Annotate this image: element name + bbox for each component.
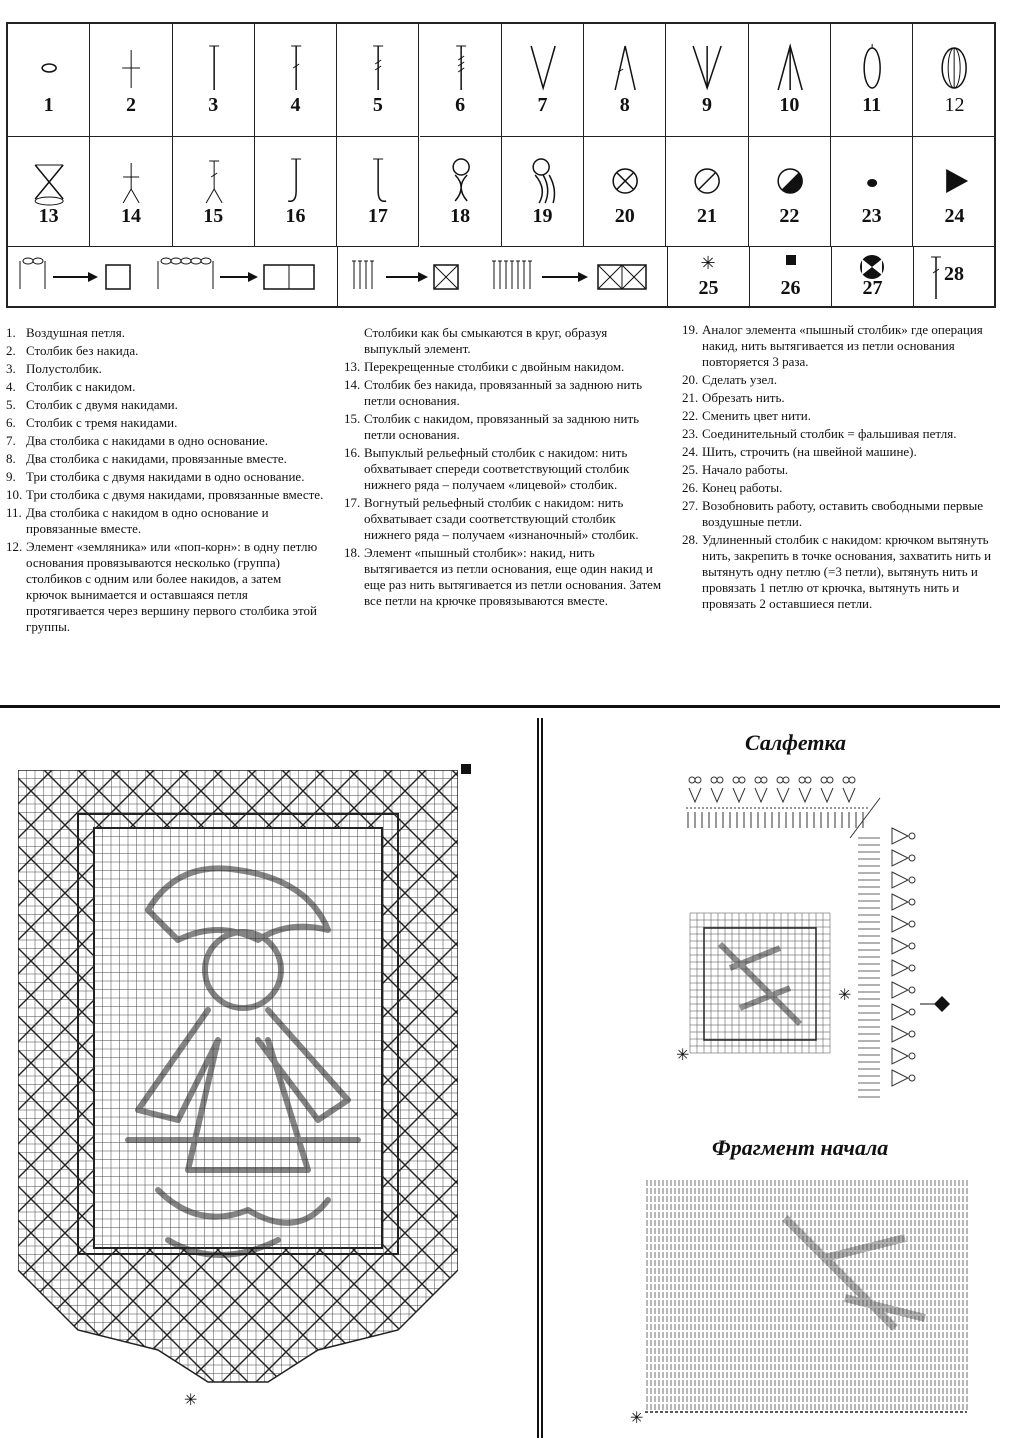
legend-entry-text: Столбик с накидом. xyxy=(26,379,136,394)
legend-cell-28 xyxy=(914,247,994,306)
legend-entry-number: 7. xyxy=(6,433,16,448)
legend-number: 15 xyxy=(203,205,224,227)
legend-entry-text: Сделать узел. xyxy=(702,372,777,387)
legend-entry xyxy=(6,343,324,359)
legend-cell-15 xyxy=(173,137,255,247)
legend-number: 5 xyxy=(372,94,383,116)
legend-entry-text: Элемент «пышный столбик»: накид, нить вытягивается из петли основания, еще один накид и еще раз нить вытягивается из петли основания. Затем все петли на крючке провязываются вместе. xyxy=(364,545,662,608)
legend-cell-23 xyxy=(831,137,913,247)
legend-entry-text: Два столбика с накидами в одно основание. xyxy=(26,433,269,448)
legend-number: 26 xyxy=(780,277,801,299)
legend-entry xyxy=(344,411,664,443)
legend-entry-text: Столбик без накида, провязанный за заднюю нить петли основания. xyxy=(364,377,643,408)
legend-number: 22 xyxy=(779,205,800,227)
legend-number: 25 xyxy=(698,277,719,299)
legend-cell-1 xyxy=(8,24,90,137)
legend-entry-number: 28. xyxy=(682,532,699,547)
legend-cell-27 xyxy=(832,247,914,306)
napkin-start-marker: ✳ xyxy=(676,1047,690,1064)
two-dc-base-together-icon xyxy=(831,32,913,102)
legend-entry-number: 12. xyxy=(6,539,23,554)
legend-entry xyxy=(344,377,664,409)
single-crochet-icon xyxy=(90,32,172,102)
legend-entry-number: 22. xyxy=(682,408,699,423)
legend-entry-number: 19. xyxy=(682,322,699,337)
fragment-chart xyxy=(645,1178,975,1418)
legend-entry xyxy=(682,462,998,478)
legend-cell-4 xyxy=(255,24,337,137)
legend-entry-number: 2. xyxy=(6,343,16,358)
popcorn-icon xyxy=(913,32,995,102)
legend-entry xyxy=(682,444,998,460)
legend-cell-12 xyxy=(913,24,995,137)
double-crochet-icon xyxy=(255,32,337,102)
legend-entry xyxy=(6,361,324,377)
triple-treble-icon xyxy=(420,32,502,102)
legend-number: 27 xyxy=(862,277,883,299)
legend-number: 6 xyxy=(455,94,466,116)
legend-text-column-1 xyxy=(6,325,324,637)
legend-entry-text: Столбик с накидом, провязанный за заднюю нить петли основания. xyxy=(364,411,640,442)
legend-entry xyxy=(682,408,998,424)
legend-entry-number: 26. xyxy=(682,480,699,495)
legend-entry-number: 15. xyxy=(344,411,361,426)
slip-stitch-icon xyxy=(173,32,255,102)
legend-text-column-3 xyxy=(682,322,998,614)
legend-entry-number: 14. xyxy=(344,377,361,392)
legend-entry-text: Шить, строчить (на швейной машине). xyxy=(702,444,917,459)
legend-entry xyxy=(6,325,324,341)
legend-entry xyxy=(344,545,664,609)
legend-number: 9 xyxy=(702,94,713,116)
legend-entry xyxy=(6,487,324,503)
legend-entry-text: Удлиненный столбик с накидом: крючком вытянуть нить, закрепить в точке основания, захватить нить и вытянуть одну петлю (=3 петли), вытянуть нить и провязать 1 петлю от крючка, вытянуть нить и провязать 2 оставшиеся петли. xyxy=(702,532,992,611)
legend-cell-16 xyxy=(255,137,337,247)
legend-entry xyxy=(682,532,998,612)
napkin-title: Салфетка xyxy=(745,730,847,755)
three-tr-one-base-icon xyxy=(666,32,748,102)
legend-entry xyxy=(6,539,324,635)
legend-entry xyxy=(344,495,664,543)
three-tr-together-icon xyxy=(749,32,831,102)
legend-entry-text: Два столбика с накидом в одно основание и провязанные вместе. xyxy=(26,505,269,536)
legend-entry-text: Выпуклый рельефный столбик с накидом: нить обхватывает спереди соответствующий столбик нижнего ряда – получаем «лицевой» столбик. xyxy=(364,445,630,492)
legend-cell-18 xyxy=(420,137,502,247)
chain-square-conversion-icon xyxy=(8,247,338,306)
legend-entry-text: Сменить цвет нити. xyxy=(702,408,811,423)
legend-number: 10 xyxy=(779,94,800,116)
legend-cell-21 xyxy=(666,137,748,247)
legend-entry-text: Аналог элемента «пышный столбик» где операция накид, нить вытягивается из петли основания повторяется 3 раза. xyxy=(702,322,983,369)
legend-number: 3 xyxy=(208,94,219,116)
legend-number: 14 xyxy=(120,205,141,227)
legend-entry-text: Столбик с тремя накидами. xyxy=(26,415,178,430)
legend-cell-5 xyxy=(337,24,419,137)
filled-square-conversion-icon xyxy=(338,247,668,306)
legend-entry-number: 27. xyxy=(682,498,699,513)
legend-entry xyxy=(682,480,998,496)
legend-text-column-2 xyxy=(344,325,664,611)
legend-entry-text: Элемент «земляника» или «поп-корн»: в одну петлю основания провязываются несколько (группа) столбиков с одним или более накидов, а затем крючок вынимается и оставшаяся петля протягивается через вершину первого столбика этой группы. xyxy=(26,539,318,634)
legend-entry-text: Два столбика с накидами, провязанные вместе. xyxy=(26,451,287,466)
legend-entry-number: 25. xyxy=(682,462,699,477)
legend-entry xyxy=(682,390,998,406)
napkin-edge-marker: ✳ xyxy=(838,987,852,1004)
legend-number: 28 xyxy=(944,263,964,285)
svg-text:✳: ✳ xyxy=(700,253,716,273)
legend-number: 11 xyxy=(862,94,882,116)
legend-continuation: Столбики как бы смыкаются в круг, образуя выпуклый элемент. xyxy=(364,325,608,356)
two-dc-together-icon xyxy=(584,32,666,102)
stitches-to-filled-square-cell xyxy=(338,247,668,306)
legend-cell-24 xyxy=(913,137,995,247)
legend-number: 12 xyxy=(944,94,965,116)
legend-entry-number: 10. xyxy=(6,487,23,502)
legend-entry xyxy=(682,426,998,442)
legend-entry-text: Три столбика с двумя накидами, провязанные вместе. xyxy=(26,487,324,502)
legend-cell-9 xyxy=(666,24,748,137)
legend-entry xyxy=(6,433,324,449)
column-divider xyxy=(537,718,543,1438)
legend-cell-11 xyxy=(831,24,913,137)
legend-entry xyxy=(682,322,998,370)
legend-entry-text: Соединительный столбик = фальшивая петля. xyxy=(702,426,957,441)
legend-entry xyxy=(6,379,324,395)
legend-cell-22 xyxy=(749,137,831,247)
end-work-marker xyxy=(461,764,471,774)
legend-number: 8 xyxy=(619,94,630,116)
legend-entry-number: 17. xyxy=(344,495,361,510)
legend-cell-17 xyxy=(337,137,419,247)
legend-entry xyxy=(6,415,324,431)
legend-entry-text: Столбик без накида. xyxy=(26,343,139,358)
two-dc-one-base-icon xyxy=(502,32,584,102)
legend-entry xyxy=(6,505,324,537)
legend-cell-3 xyxy=(173,24,255,137)
legend-number: 17 xyxy=(367,205,388,227)
legend-number: 13 xyxy=(38,205,59,227)
legend-entry-number: 13. xyxy=(344,359,361,374)
legend-entry-number: 1. xyxy=(6,325,16,340)
legend-cell-7 xyxy=(502,24,584,137)
legend-cell-10 xyxy=(749,24,831,137)
legend-entry xyxy=(344,359,664,375)
legend-entry xyxy=(682,372,998,388)
legend-cell-2 xyxy=(90,24,172,137)
legend-entry xyxy=(6,397,324,413)
legend-table xyxy=(6,22,996,308)
legend-entry-number: 24. xyxy=(682,444,699,459)
legend-number: 2 xyxy=(125,94,136,116)
legend-entry-text: Обрезать нить. xyxy=(702,390,785,405)
legend-cell-19 xyxy=(502,137,584,247)
legend-entry-number: 5. xyxy=(6,397,16,412)
filet-chart-left xyxy=(18,770,458,1390)
fragment-start-marker: ✳ xyxy=(630,1410,644,1427)
legend-entry-text: Перекрещенные столбики с двойным накидом. xyxy=(364,359,625,374)
legend-number: 7 xyxy=(537,94,548,116)
legend-cell-25 xyxy=(668,247,750,306)
legend-entry xyxy=(6,469,324,485)
legend-entry-number: 4. xyxy=(6,379,16,394)
legend-number: 19 xyxy=(532,205,553,227)
legend-entry-number: 11. xyxy=(6,505,22,520)
legend-cell-6 xyxy=(420,24,502,137)
legend-entry-text: Возобновить работу, оставить свободными первые воздушные петли. xyxy=(702,498,984,529)
legend-entry xyxy=(6,451,324,467)
legend-entry-number: 18. xyxy=(344,545,361,560)
legend-number: 21 xyxy=(697,205,718,227)
napkin-chart xyxy=(680,768,970,1098)
legend-entry-number: 20. xyxy=(682,372,699,387)
legend-number: 18 xyxy=(450,205,471,227)
legend-entry-number: 9. xyxy=(6,469,16,484)
legend-cell-20 xyxy=(584,137,666,247)
treble-crochet-icon xyxy=(337,32,419,102)
legend-entry-number: 21. xyxy=(682,390,699,405)
section-divider xyxy=(0,705,1000,708)
start-work-marker: ✳ xyxy=(184,1392,198,1409)
chain-to-square-cell xyxy=(8,247,338,306)
fragment-title: Фрагмент начала xyxy=(712,1135,889,1160)
legend-entry xyxy=(682,498,998,530)
legend-entry-number: 3. xyxy=(6,361,16,376)
legend-entry-text: Начало работы. xyxy=(702,462,789,477)
legend-entry xyxy=(344,445,664,493)
legend-entry-number: 23. xyxy=(682,426,699,441)
legend-number: 20 xyxy=(614,205,635,227)
legend-entry-number: 6. xyxy=(6,415,16,430)
legend-cell-14 xyxy=(90,137,172,247)
legend-cell-26 xyxy=(750,247,832,306)
legend-cell-8 xyxy=(584,24,666,137)
legend-entry-text: Полустолбик. xyxy=(26,361,102,376)
legend-entry-number: 8. xyxy=(6,451,16,466)
legend-cell-13 xyxy=(8,137,90,247)
legend-entry-text: Конец работы. xyxy=(702,480,783,495)
legend-number: 4 xyxy=(290,94,301,116)
legend-number: 1 xyxy=(43,94,54,116)
legend-entry-text: Три столбика с двумя накидами в одно основание. xyxy=(26,469,305,484)
legend-entry-number: 16. xyxy=(344,445,361,460)
chain-stitch-icon xyxy=(8,32,90,102)
legend-number: 16 xyxy=(285,205,306,227)
legend-entry-text: Столбик с двумя накидами. xyxy=(26,397,178,412)
legend-number: 24 xyxy=(944,205,965,227)
legend-entry-text: Вогнутый рельефный столбик с накидом: нить обхватывает сзади соответствующий столбик нижнего ряда – получаем «изнаночный» столбик. xyxy=(364,495,639,542)
legend-number: 23 xyxy=(861,205,882,227)
legend-entry-text: Воздушная петля. xyxy=(26,325,125,340)
